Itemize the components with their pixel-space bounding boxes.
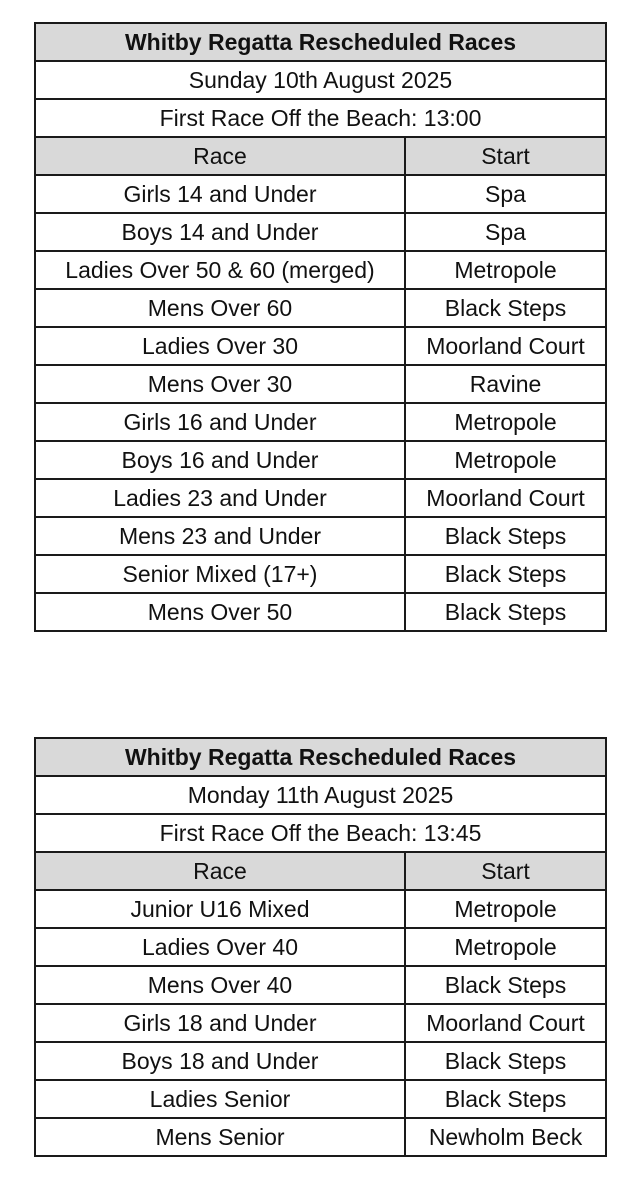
start-location-cell: Newholm Beck (405, 1118, 606, 1156)
race-name-cell: Mens Over 60 (35, 289, 405, 327)
first-race-time: First Race Off the Beach: 13:00 (35, 99, 606, 137)
race-name-cell: Ladies Senior (35, 1080, 405, 1118)
start-location-cell: Metropole (405, 928, 606, 966)
start-location-cell: Metropole (405, 403, 606, 441)
table-row (35, 251, 606, 289)
title-row (35, 23, 606, 61)
start-location-cell: Black Steps (405, 555, 606, 593)
title-row (35, 738, 606, 776)
schedule-table-monday (34, 737, 607, 1157)
race-name-cell: Girls 16 and Under (35, 403, 405, 441)
start-location-cell: Metropole (405, 441, 606, 479)
table-row (35, 327, 606, 365)
table-title: Whitby Regatta Rescheduled Races (35, 23, 606, 61)
schedule-table-sunday (34, 22, 607, 632)
start-column-header: Start (405, 137, 606, 175)
start-location-cell: Ravine (405, 365, 606, 403)
date-row (35, 61, 606, 99)
start-location-cell: Metropole (405, 890, 606, 928)
table-row (35, 213, 606, 251)
start-location-cell: Spa (405, 175, 606, 213)
race-date: Sunday 10th August 2025 (35, 61, 606, 99)
race-name-cell: Ladies Over 50 & 60 (merged) (35, 251, 405, 289)
table-row (35, 928, 606, 966)
start-location-cell: Black Steps (405, 1042, 606, 1080)
date-row (35, 776, 606, 814)
race-name-cell: Ladies 23 and Under (35, 479, 405, 517)
table-row (35, 966, 606, 1004)
race-column-header: Race (35, 137, 405, 175)
start-location-cell: Black Steps (405, 593, 606, 631)
race-name-cell: Boys 18 and Under (35, 1042, 405, 1080)
start-location-cell: Moorland Court (405, 479, 606, 517)
table-row (35, 593, 606, 631)
table-row (35, 365, 606, 403)
table-row (35, 403, 606, 441)
start-location-cell: Moorland Court (405, 1004, 606, 1042)
table-row (35, 555, 606, 593)
table-row (35, 479, 606, 517)
start-location-cell: Black Steps (405, 289, 606, 327)
race-name-cell: Mens 23 and Under (35, 517, 405, 555)
race-name-cell: Ladies Over 30 (35, 327, 405, 365)
race-date: Monday 11th August 2025 (35, 776, 606, 814)
start-location-cell: Black Steps (405, 517, 606, 555)
table-row (35, 517, 606, 555)
race-name-cell: Girls 18 and Under (35, 1004, 405, 1042)
table-row (35, 1080, 606, 1118)
first-race-time: First Race Off the Beach: 13:45 (35, 814, 606, 852)
table-row (35, 1042, 606, 1080)
race-name-cell: Boys 14 and Under (35, 213, 405, 251)
race-name-cell: Boys 16 and Under (35, 441, 405, 479)
race-name-cell: Girls 14 and Under (35, 175, 405, 213)
column-header-row (35, 137, 606, 175)
race-name-cell: Senior Mixed (17+) (35, 555, 405, 593)
race-name-cell: Junior U16 Mixed (35, 890, 405, 928)
table-row (35, 1004, 606, 1042)
first-race-row (35, 99, 606, 137)
race-name-cell: Mens Senior (35, 1118, 405, 1156)
table-row (35, 1118, 606, 1156)
start-location-cell: Black Steps (405, 966, 606, 1004)
start-location-cell: Black Steps (405, 1080, 606, 1118)
table-row (35, 890, 606, 928)
race-column-header: Race (35, 852, 405, 890)
race-name-cell: Mens Over 30 (35, 365, 405, 403)
start-column-header: Start (405, 852, 606, 890)
first-race-row (35, 814, 606, 852)
race-name-cell: Mens Over 40 (35, 966, 405, 1004)
table-row (35, 175, 606, 213)
table-row (35, 441, 606, 479)
table-row (35, 289, 606, 327)
race-name-cell: Mens Over 50 (35, 593, 405, 631)
start-location-cell: Moorland Court (405, 327, 606, 365)
start-location-cell: Spa (405, 213, 606, 251)
start-location-cell: Metropole (405, 251, 606, 289)
race-name-cell: Ladies Over 40 (35, 928, 405, 966)
table-title: Whitby Regatta Rescheduled Races (35, 738, 606, 776)
column-header-row (35, 852, 606, 890)
